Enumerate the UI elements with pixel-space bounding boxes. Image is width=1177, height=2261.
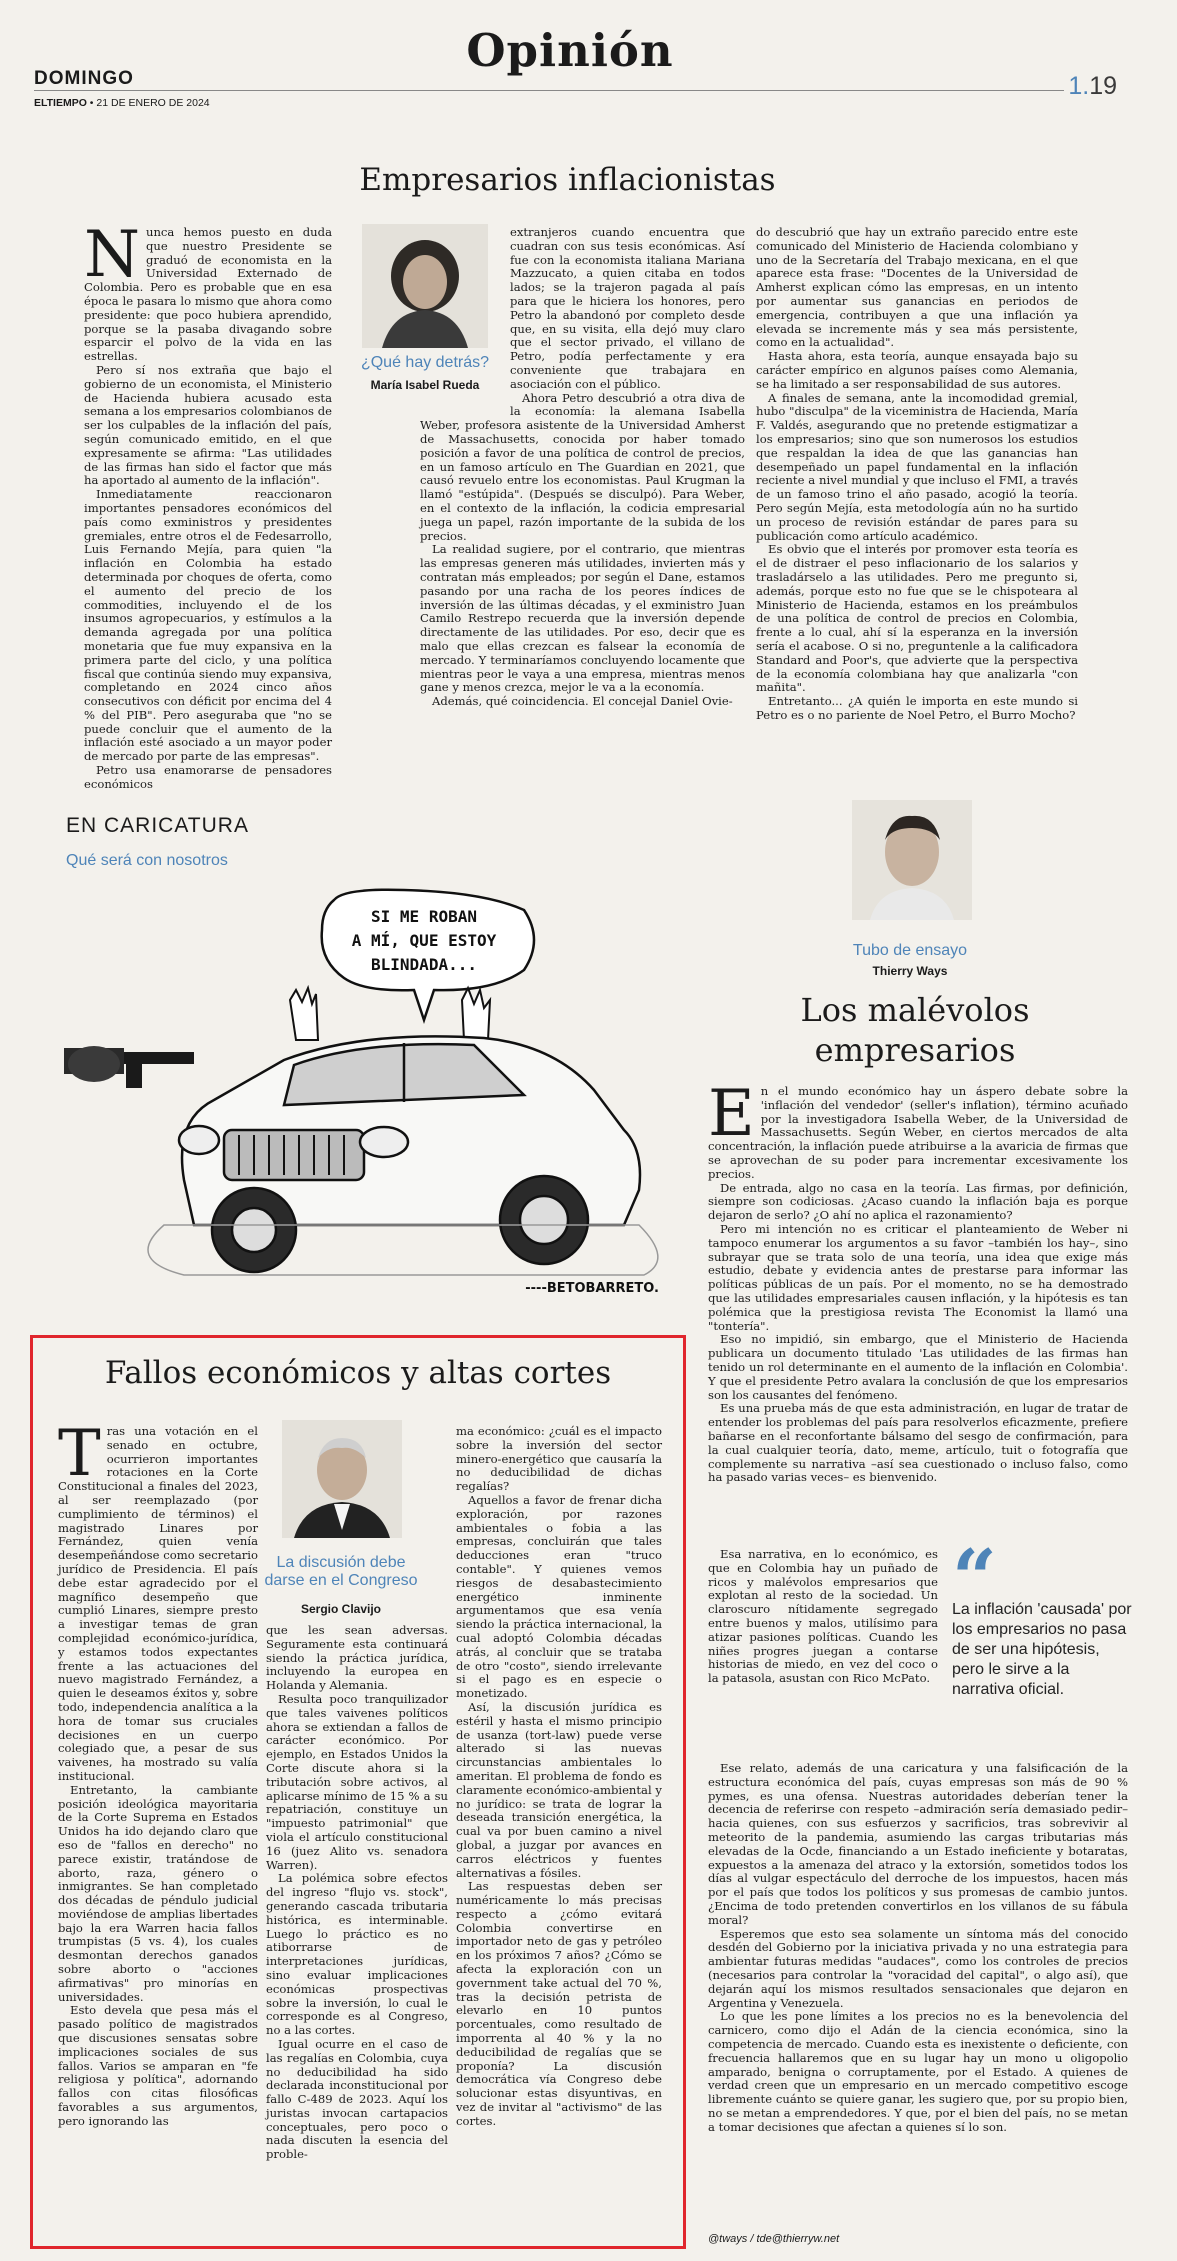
section-title: Opinión bbox=[466, 24, 674, 77]
author-contact: @tways / tde@thierryw.net bbox=[708, 2233, 840, 2245]
article1-headline: Empresarios inflacionistas bbox=[359, 162, 776, 198]
headline-line: Los malévolos bbox=[800, 991, 1030, 1029]
paragraph bbox=[84, 218, 332, 364]
date-line bbox=[34, 97, 210, 109]
article2-headline bbox=[700, 990, 1130, 1070]
paragraph: do descubrió que hay un extraño parecido entre este comunicado del Ministerio de Hacienda colombiano y uno de la Secretaría del Trabajo mexicana, en el que aparece esta frase: "Docentes de la Universidad de Amherst explican cómo las empresas, en un intento por aumentar sus ganancias en periodos de emergencia, contribuyen a que una inflación ya elevada se incremente más y sea más persistente, como en la actualidad". bbox=[756, 225, 1078, 350]
paragraph: De entrada, algo no casa en la teoría. Las firmas, por definición, siempre son codiciosas. ¿Acaso cuando la inflación baja es porque dejaron de serlo? ¿O ahí no aplica el razonamiento? bbox=[708, 1180, 1128, 1223]
author-photo bbox=[282, 1420, 402, 1538]
paragraph: La polémica sobre efectos del ingreso "flujo vs. stock", generando cascada tributaria histórica, es interminable. Luego lo práctico es no atiborrarse de interpretaciones jurídicas, sino evaluar implicaciones económicas prospectivas sobre la inversión, lo cual le corresponde es al Congreso, no a las cortes. bbox=[266, 1871, 448, 2038]
article3-col2 bbox=[266, 1624, 448, 2224]
speech-line-2: A MÍ, QUE ESTOY bbox=[351, 931, 497, 950]
paragraph: Esperemos que esto sea solamente un síntoma más del conocido desdén del Gobierno por la iniciativa privada y no una estrategia para ambientar futuras medidas "audaces", como los controles de precios (necesarios para controlar la "voracidad del capital", o algo así), que dejarán aquí los mismos resultados sensacionales que dejaron en Argentina y Venezuela. bbox=[708, 1926, 1128, 2010]
article3-headline: Fallos económicos y altas cortes bbox=[104, 1355, 612, 1391]
article2-author: Thierry Ways bbox=[872, 964, 948, 978]
paragraph: Entretanto, la cambiante posición ideológica mayoritaria de la Corte Suprema en Estados Unidos ha ido dejando claro que eso de "fallos en derecho" no parece existir, tratándose de aborto, raza, género o inmigrantes. Se han completado dos décadas de péndulo judicial moviéndose de amplias libertades bajo la era Warren hacia fallos trumpistas (5 vs. 4), los cuales desmontan derechos ganados sobre aborto o "acciones afirmativas" pro minorías en universidades. bbox=[58, 1782, 258, 2004]
paragraph: Pero sí nos extraña que bajo el gobierno de un economista, el Ministerio de Hacienda hubiera acusado esta semana a los empresarios colombianos de ser los culpables de la inflación del país, según comunicado emitido, en el que expresamente se afirma: "Las utilidades de las firmas han sido el factor que más ha aportado al aumento de la inflación". bbox=[84, 362, 332, 488]
drop-cap: N bbox=[84, 218, 140, 292]
article1-col2 bbox=[420, 226, 745, 766]
paragraph: Esa narrativa, en lo económico, es que en Colombia hay un puñado de ricos y malévolos empresarios que explotan al resto de la sociedad. Un claroscuro nítidamente segregado entre buenos y malos, utilísimo para atizar pasiones políticas. Cuando les niñes progres juegan a contarse historias de miedo, en vez del coco o la patasola, asustan con Rico McPato. bbox=[708, 1547, 938, 1686]
speech-bubble bbox=[322, 890, 534, 1020]
paragraph: Además, qué coincidencia. El concejal Daniel Ovie- bbox=[432, 694, 733, 709]
paragraph: Petro usa enamorarse de pensadores económicos bbox=[84, 763, 332, 791]
paragraph bbox=[708, 1077, 1128, 1182]
paragraph: Es una prueba más de que esta administración, en lugar de tratar de entender los problemas del país para resolverlos eficazmente, prefiere bañarse en el reconfortante bálsamo del sesgo de confirmación, para la cual cualquier teoría, dato, meme, artículo, tuit o fotografía que complemente su narrativa –así sea cuestionado o incluso falso, como ha pasado varias veces– es bienvenido. bbox=[708, 1401, 1128, 1485]
paragraph-text: n el mundo económico hay un áspero debate sobre la 'inflación del vendedor' (seller's inflation), término acuñado por la investigadora Isabella Weber, de la Universidad de Massachusetts. Según Weber, en ciertos mercados de alta concentración, la inflación puede atribuirse a la avaricia de firmas que se aprovechan de su poder para incrementar excesivamente los precios. bbox=[708, 1084, 1128, 1181]
paragraph: Entretanto... ¿A quién le importa en este mundo si Petro es o no pariente de Noel Petro, el Burro Mocho? bbox=[756, 694, 1078, 722]
drop-cap: E bbox=[708, 1077, 755, 1151]
article3-col1 bbox=[58, 1417, 258, 2225]
portrait-icon bbox=[852, 800, 972, 920]
article3-author: Sergio Clavijo bbox=[300, 1602, 382, 1616]
article2-col-b bbox=[708, 1548, 938, 1760]
paragraph: A finales de semana, ante la incomodidad gremial, hubo "disculpa" de la viceministra de Hacienda, María F. Valdés, asegurando que no pretende estigmatizar a los empresarios; sino que son numerosos los estudios que respaldan la idea de que las ganancias han desempeñado un papel fundamental en la inflación reciente a nivel mundial y que incluso el FMI, a través de un famoso trino el año pasado, acogió la teoría. Pero según Mejía, esta metodología aún no ha surtido un proceso de revisión estándar de pares para su publicación como artículo académico. bbox=[756, 390, 1078, 543]
article2-kicker: Tubo de ensayo bbox=[852, 942, 968, 959]
kicker-line: La discusión debe bbox=[276, 1554, 406, 1571]
brand-name: ELTIEMPO bbox=[34, 97, 87, 109]
paragraph bbox=[58, 1417, 258, 1784]
paragraph: Inmediatamente reaccionaron importantes pensadores económicos del país como exministros y presidentes gremiales, entre otros el de Fedesarrollo, Luis Fernando Mejía, para quien "la inflación en Colombia ha estado determinada por choques de oferta, como el aumento del precio de los commodities, incluyendo el de los insumos agropecuarios, y estímulos a la demanda agregada por una política monetaria que fue muy expansiva en la primera parte del ciclo, y una política fiscal que continúa siendo muy expansiva, completando en 2024 cinco años consecutivos con déficit por encima del 4 % del PIB". Pero aseguraba que "no se puede concluir que el aumento de la inflación esté asociado a un mayor poder de mercado por parte de las empresas". bbox=[84, 487, 332, 764]
article2-col-a bbox=[708, 1077, 1128, 1545]
article3-col3 bbox=[456, 1425, 662, 2225]
photo-wrap-space bbox=[420, 226, 510, 406]
paragraph: Esto devela que pesa más el pasado político de magistrados que discusiones sensatas sobre implicaciones sociales de sus fallos. Varios se amparan en "fe religiosa y política", adornando fallos con citas filosóficas favorables a sus argumentos, pero ignorando las bbox=[58, 2003, 258, 2128]
caricature-drawing bbox=[64, 880, 676, 1305]
quote-mark-icon: “ bbox=[952, 1533, 997, 1624]
drop-cap: T bbox=[58, 1417, 101, 1491]
page-number-value: 19 bbox=[1089, 72, 1117, 100]
paragraph-text: ras una votación en el senado en octubre, ocurrieron importantes rotaciones en la Corte Constitucional a finales del 2023, al ser reemplazado (por cumplimiento de términos) el magistrado Linares por Fernández, quien venía desempeñándose como secretario jurídico de Presidencia. El país debe estar agradecido por el magnífico desempeño que cumplió Linares, siempre presto a investigar temas de gran complejidad económico-jurídica, y estamos todos expectantes frente a las actuaciones del nuevo magistrado Fernández, a quien le deseamos éxitos y, sobre todo, independencia analítica a la hora de tomar sus cruciales decisiones en un cuerpo colegiado que, a pesar de sus vaivenes, ha mostrado su valía institucional. bbox=[58, 1424, 258, 1783]
article1-author: María Isabel Rueda bbox=[370, 378, 480, 392]
article1-kicker: ¿Qué hay detrás? bbox=[360, 354, 490, 371]
raised-hands-icon bbox=[290, 988, 490, 1040]
header-rule bbox=[34, 90, 1064, 91]
paragraph: Aquellos a favor de frenar dicha exploración, por razones ambientales o fobia a las empresas, concluirán que tales deducciones eran "truco contable". Y quienes vemos riesgos de desabastecimiento energético inminente argumentamos que esa venía siendo la práctica internacional, la cual adoptó Colombia décadas atrás, al concluir que se trataba de otro "costo", siendo irrelevante si el pago es en especie o monetizado. bbox=[456, 1492, 662, 1701]
cartoonist-signature: ----BETOBARRETO. bbox=[525, 1281, 659, 1296]
caricature-subtitle: Qué será con nosotros bbox=[66, 852, 228, 869]
paragraph: Hasta ahora, esta teoría, aunque ensayada bajo su carácter empírico en algunos países como Alemania, se ha limitado a ser responsabilidad de sus autores. bbox=[756, 349, 1078, 391]
author-photo bbox=[852, 800, 972, 920]
article1-col3 bbox=[756, 226, 1078, 766]
day-label: DOMINGO bbox=[34, 68, 134, 89]
paragraph: Lo que les pone límites a los precios no es la benevolencia del carnicero, como dijo el Adán de la ciencia económica, sino la competencia de mercado. Cuando esta es inexistente o deficiente, con frecuencia hallaremos que en su lugar hay un mono u oligopolio amparado, benigna o corruptamente, por el Estado. A quienes de verdad creen que un empresario en un mercado competitivo escoge libremente cuánto se quiere ganar, les sugiero que, por su propio bien, no se metan a emprendedores. Y que, por el bien del país, no se metan a tomar decisiones que afectan a quienes sí lo son. bbox=[708, 2009, 1128, 2134]
paragraph: Pero mi intención no es criticar el planteamiento de Weber ni tampoco enumerar los argumentos a su favor –también los hay–, sino subrayar que se trata solo de una teoría, una idea que exige más estudio, debate y evidencia antes de prestarse para informar las políticas públicas de un país. Por el momento, no se ha demostrado que las utilidades empresariales causen inflación, y la hipótesis es tan polémica que la prestigiosa revista The Economist la llamó una "tontería". bbox=[708, 1221, 1128, 1333]
page-number bbox=[1068, 72, 1117, 101]
paragraph: Es obvio que el interés por promover esta teoría es el de distraer el peso inflacionario de los salarios y trasladárselo a las utilidades. Pero me pregunto si, además, porque esto no fue que se le chispoteara al Ministerio de Hacienda, estamos en los preámbulos de una política de control de precios en Colombia, frente a lo cual, ahí sí la esperanza en la inversión sería el acabose. O si no, preguntenle a la calificadora Standard and Poor's, que advierte que la perspectiva de la economía colombiana hay que analizarla "con mañita". bbox=[756, 542, 1078, 695]
gun-icon bbox=[64, 1046, 194, 1088]
article1-col1 bbox=[84, 218, 332, 791]
kicker-line: darse en el Congreso bbox=[264, 1572, 418, 1589]
paragraph: Ahora Petro descubrió a otra diva de la economía: la alemana Isabella Weber, profesora asistente de la Universidad Amherst de Massachusetts, conocida por haber tomado posición a favor de una política de control de precios, en un famoso artículo en The Guardian en 2021, que causó revuelo entre los economistas. Paul Krugman la llamó "estúpida". (Después se disculpó). Para Weber, en el contexto de la inflación, la codicia empresarial juega un papel, razón importante de la subida de los precios. bbox=[420, 390, 745, 543]
portrait-icon bbox=[282, 1420, 402, 1538]
paragraph: ma económico: ¿cuál es el impacto sobre la inversión del sector minero-energético que causaría la no deducibilidad de dichas regalías? bbox=[456, 1424, 662, 1494]
date-text: • 21 DE ENERO DE 2024 bbox=[86, 97, 210, 109]
paragraph: Eso no impidió, sin embargo, que el Ministerio de Hacienda publicara un documento titulado 'Las utilidades de las firmas han tenido un rol determinante en el aumento de la inflación en Colombia'. Y que el presidente Petro avalara la conclusión de que los empresarios son los causantes del fenómeno. bbox=[708, 1332, 1128, 1402]
paragraph: Igual ocurre en el caso de las regalías en Colombia, cuya no deducibilidad ha sido declarada inconstitucional por fallo C-489 de 2023. Aquí los juristas invocan cartapacios conceptuales, pero poco o nada discuten la esencia del proble- bbox=[266, 2036, 448, 2162]
headline-line: empresarios bbox=[814, 1031, 1016, 1069]
paragraph: Ese relato, además de una caricatura y una falsificación de la estructura económica del país, cuyas empresas son más de 90 % pymes, es una ofensa. Nuestras autoridades deberían tener la decencia de referirse con respeto –admiración sería demasiado pedir– hacia quienes, con sus esfuerzos y sacrificios, tras sobrevivir al meteorito de la pandemia, asumiendo las cargas tributarias más elevadas de la Ocde, financiando a un Estado ineficiente y botaratas, expuestos a la amenaza del atraco y la extorsión, sometidos todos los días al vulgar espectáculo del derroche de los impuestos, hacen más por el país que todos los políticos y sus promesas de cambio juntos. ¿Encima de todo pretenden convertirlos en los villanos de su fábula moral? bbox=[708, 1761, 1128, 1927]
armored-car-icon bbox=[148, 1036, 658, 1275]
paragraph: Las respuestas deben ser numéricamente lo más precisas respecto a ¿cómo evitará Colombia convertirse en importador neto de gas y petróleo en los próximos 7 años? ¿Cómo se afecta la exploración con un government take actual del 70 %, tras la decisión petrista de elevarlo en 10 puntos porcentuales, como resultado de imporrenta al 40 % y la no deducibilidad de regalías que se proponía? La discusión democrática vía Congreso debe solucionar estas disyuntivas, en vez de invitar al "activismo" de las cortes. bbox=[456, 1879, 662, 2128]
caricature-label: EN CARICATURA bbox=[66, 814, 249, 837]
page-prefix: 1. bbox=[1068, 72, 1090, 100]
paragraph: que les sean adversas. Seguramente esta continuará siendo la práctica jurídica, incluyendo la europea en Holanda y Alemania. bbox=[266, 1623, 448, 1693]
speech-line-3: BLINDADA... bbox=[371, 955, 477, 974]
paragraph: extranjeros cuando encuentra que cuadran con sus tesis económicas. Así fue con la economista italiana Mariana Mazzucato, a quien citaba en todos lados; se la trajeron pagada al país para que le hiciera los honores, pero Petro la abandonó por completo desde que, en su visita, ella dejó muy claro que el sector privado, el villano de Petro, podía perfectamente y era conveniente que trabajara en asociación con el público. bbox=[510, 225, 745, 391]
paragraph: Así, la discusión jurídica es estéril y hasta el mismo principio de usanza (tort-law) puede verse alterado si las nuevas circunstancias ambientales lo ameritan. El problema de fondo es claramente económico-ambiental y no jurídico: se trata de lograr la deseada transición energética, la cual va por buen camino a nivel global, a juzgar por avances en carros eléctricos y fuentes alternativas a fósiles. bbox=[456, 1699, 662, 1880]
pull-quote: La inflación 'causada' por los empresarios no pasa de ser una hipótesis, pero le sirve a la narrativa oficial. bbox=[952, 1601, 1132, 1698]
article2-col-c bbox=[708, 1762, 1128, 2228]
paragraph: Resulta poco tranquilizador que tales vaivenes políticos ahora se extiendan a fallos de carácter económico. Por ejemplo, en Estados Unidos la Corte discute ahora si la tributación sobre activos, al aplicarse mínimo de 15 % a su repatriación, constituye un "impuesto patrimonial" que viola el artículo constitucional 16 (juez Alito vs. senadora Warren). bbox=[266, 1691, 448, 1872]
paragraph: La realidad sugiere, por el contrario, que mientras las empresas generen más utilidades, invierten más y contratan más empleados; por según el Dane, estamos pasando por una racha de los peores índices de inversión de las últimas décadas, y el exministro Juan Camilo Restrepo recuerda que la inversión depende directamente de las utilidades. Por eso, decir que es malo que ellas crezcan es falsear la economía de mercado. Y terminaríamos concluyendo locamente que mientras peor le vaya a una empresa, mientras menos gane y menos crezca, mejor le va a la economía. bbox=[420, 542, 745, 695]
speech-line-1: SI ME ROBAN bbox=[371, 907, 477, 926]
article3-kicker bbox=[256, 1554, 426, 1590]
paragraph-text: unca hemos puesto en duda que nuestro Presidente se graduó de economista en la Universidad Externado de Colombia. Pero es probable que en esa época le pasara lo mismo que ahora como presidente: que poco hubiera aprendido, porque se la pasaba divagando sobre esparcir el polvo de la vida en las estrellas. bbox=[84, 225, 332, 364]
